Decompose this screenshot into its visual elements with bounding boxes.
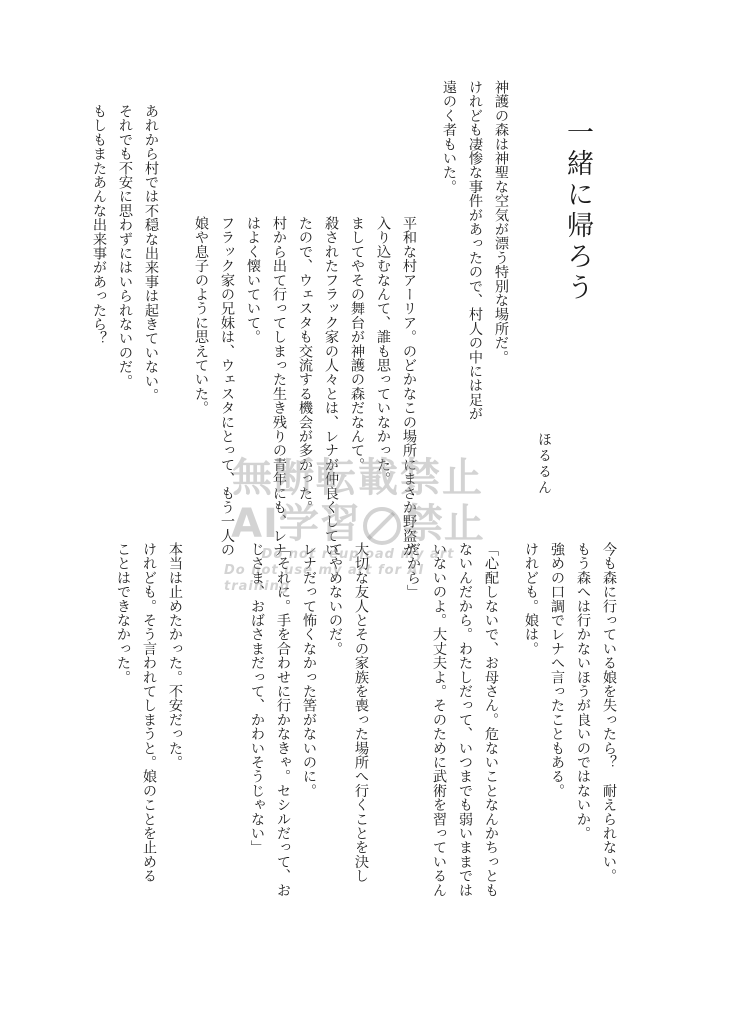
paragraph-block-6 xyxy=(110,542,188,883)
paragraph-block-4 xyxy=(518,542,622,883)
watermark-line-3: Do not reupload my art xyxy=(261,547,455,562)
author-name: ほるるん xyxy=(536,432,552,496)
text-line: 神護の森は神聖な空気が漂う特別な場所だ。 xyxy=(493,80,509,364)
watermark-prohibited-text: 禁止 xyxy=(402,501,485,547)
text-line: 本当は止めたかった。不安だった。 xyxy=(167,542,183,770)
text-line: てやめないのだ。 xyxy=(327,542,343,656)
text-line: 入り込むなんて、誰も思っていなかった。 xyxy=(375,216,391,486)
text-line: いないのよ。大丈夫よ。そのために武術を習っているん xyxy=(431,542,447,897)
text-line: 大切な友人とその家族を喪った場所へ行くことを決し xyxy=(353,542,369,883)
text-line: 「心配しないで、お母さん。危ないことなんかちっとも xyxy=(483,542,499,897)
text-line: はよく懐いていて。 xyxy=(245,216,261,344)
paragraph-block-5 xyxy=(244,542,504,897)
text-line: ないんだから。わたしだって、いつまでも弱いままでは xyxy=(457,542,473,897)
text-line: もう森へは行かないほうが良いのではないか。 xyxy=(575,542,591,841)
text-line: 平和な村アーリア。のどかなこの場所にまさか野盗が xyxy=(401,216,417,557)
text-line: 娘や息子のように思えていた。 xyxy=(193,216,209,415)
paragraph-block-2 xyxy=(188,216,422,557)
paragraph-block-1 xyxy=(436,80,514,421)
text-line: あれから村では不穏な出来事は起きていない。 xyxy=(143,104,159,403)
text-line: たので、ウェスタも交流する機会が多かった。 xyxy=(297,216,313,515)
text-line: だから」 xyxy=(405,542,421,599)
text-line: 殺されたフラック家の人々とは、レナが仲良くしてい xyxy=(323,216,339,557)
text-line: 遠のく者もいた。 xyxy=(441,80,457,194)
text-line: 強めの口調でレナへ言ったこともある。 xyxy=(549,542,565,798)
text-line: フラック家の兄妹は、ウェスタにとって、もう一人の xyxy=(219,216,235,557)
watermark-line-1: 無断転載禁止 xyxy=(232,455,484,501)
story-title: 一緒に帰ろう xyxy=(562,118,593,304)
text-line: それでも不安に思わずにはいられないのだ。 xyxy=(117,104,133,388)
text-line: けれども凄惨な事件があったので、村人の中には足が xyxy=(467,80,483,421)
text-line: けれども。娘は。 xyxy=(523,542,539,656)
text-line: じさま、おばさまだって、かわいそうじゃない」 xyxy=(249,542,265,855)
text-line xyxy=(374,542,400,897)
watermark-ai-text: AI学習 xyxy=(231,501,361,547)
text-line: 「それに。手を合わせに行かなきゃ。セシルだって、お xyxy=(275,542,291,897)
text-line: ことはできなかった。 xyxy=(115,542,131,684)
paragraph-block-3 xyxy=(86,104,164,402)
text-line: もしもまたあんな出来事があったら？ xyxy=(91,104,107,346)
text-line: 村から出て行ってしまった生き残りの青年にも、レナ xyxy=(271,216,287,557)
watermark-line-4: Do not use my art for AI training xyxy=(224,563,425,594)
text-line: ましてやその舞台が神護の森だなんて。 xyxy=(349,216,365,472)
text-line: レナだって怖くなかった筈がないのに。 xyxy=(301,542,317,798)
text-line: 今も森に行っている娘を失ったら？ 耐えられない。 xyxy=(601,542,617,883)
text-line: けれども。そう言われてしまうと。娘のことを止める xyxy=(141,542,157,883)
